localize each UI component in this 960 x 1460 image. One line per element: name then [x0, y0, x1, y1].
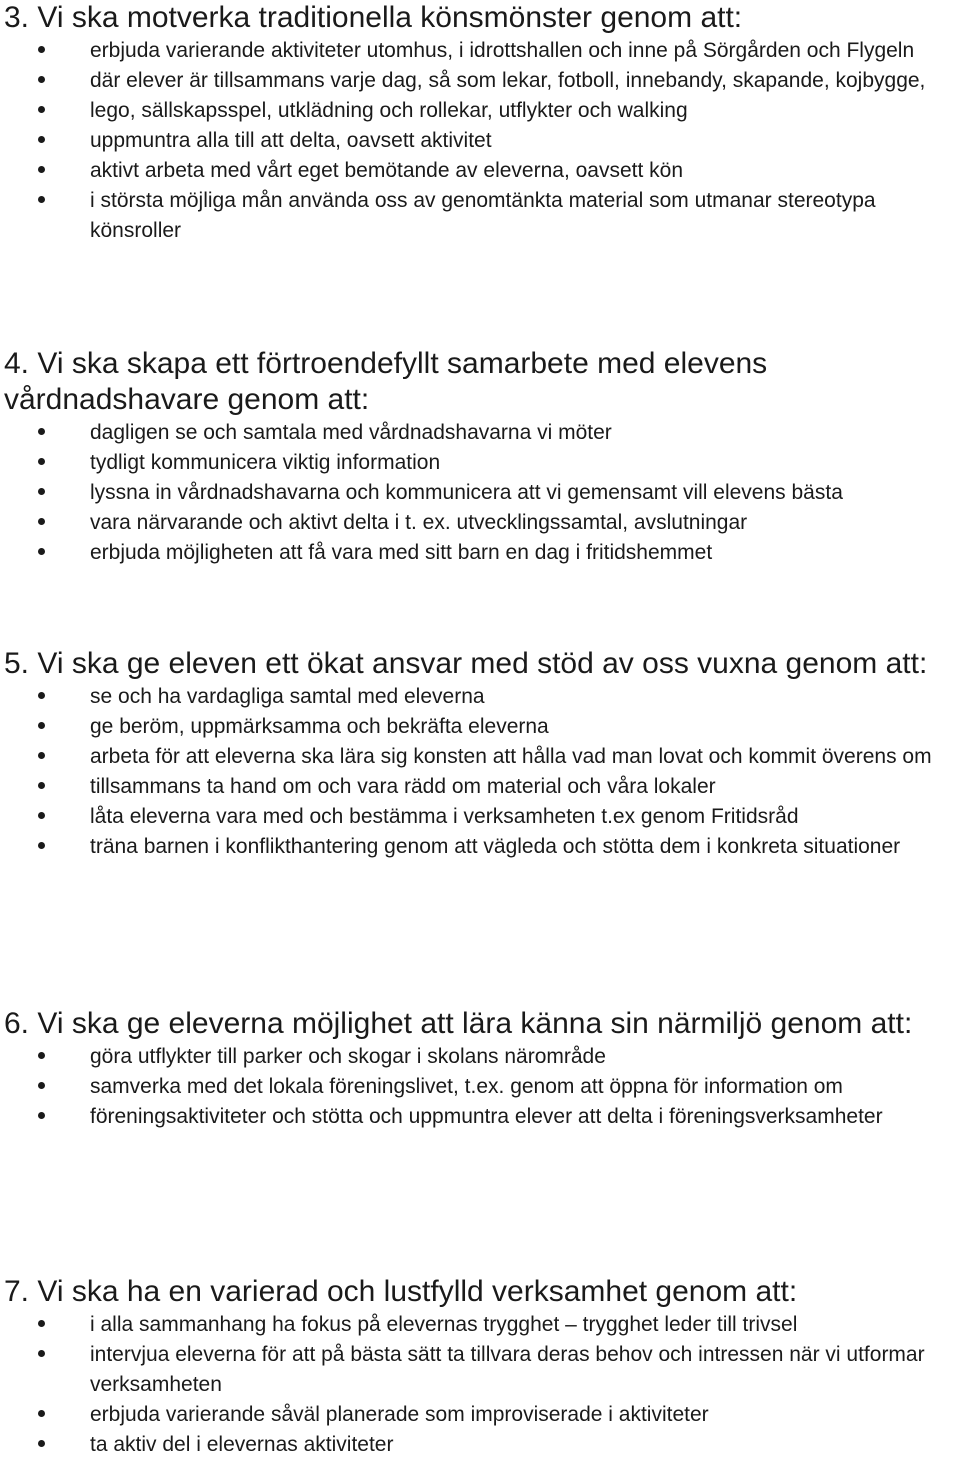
section-heading: 7. Vi ska ha en varierad och lustfylld verksamhet genom att: [4, 1275, 798, 1308]
bullet-icon [38, 722, 45, 729]
bullet-icon [38, 1410, 45, 1417]
bullet-icon [38, 488, 45, 495]
list-item-text: träna barnen i konflikthantering genom att vägleda och stötta dem i konkreta situationer [90, 835, 901, 858]
bullet-icon [38, 46, 45, 53]
bullet-icon [38, 782, 45, 789]
bullet-icon [38, 1112, 45, 1119]
list-item [0, 1430, 955, 1460]
list-item-text: dagligen se och samtala med vårdnadshavarna vi möter [90, 421, 612, 444]
list-item-text: i alla sammanhang ha fokus på elevernas trygghet – trygghet leder till trivsel [90, 1313, 798, 1336]
bullet-icon [38, 428, 45, 435]
bullet-icon [38, 76, 45, 83]
section-6 [0, 1006, 960, 1132]
list-item [0, 418, 955, 448]
list-item [0, 832, 955, 862]
bullet-icon [38, 1350, 45, 1357]
list-item-text: se och ha vardagliga samtal med eleverna [90, 685, 485, 708]
list-item [0, 126, 955, 156]
list-item [0, 1310, 955, 1340]
list-item-text: lego, sällskapsspel, utklädning och rollekar, utflykter och walking [90, 99, 688, 122]
list-item-text: erbjuda möjligheten att få vara med sitt barn en dag i fritidshemmet [90, 541, 713, 564]
list-item [0, 802, 955, 832]
list-item-text: aktivt arbeta med vårt eget bemötande av eleverna, oavsett kön [90, 159, 684, 182]
bullet-icon [38, 1082, 45, 1089]
bullet-icon [38, 1320, 45, 1327]
bullet-icon [38, 196, 45, 203]
section-3 [0, 0, 960, 246]
list-item-text: arbeta för att eleverna ska lära sig konsten att hålla vad man lovat och kommit överens om [90, 745, 932, 768]
bullet-icon [38, 1440, 45, 1447]
list-item-text: erbjuda varierande aktiviteter utomhus, i idrottshallen och inne på Sörgården och Flygeln [90, 39, 915, 62]
list-item-text: där elever är tillsammans varje dag, så som lekar, fotboll, innebandy, skapande, kojbygge, [90, 69, 926, 92]
bullet-icon [38, 166, 45, 173]
bullet-icon [38, 812, 45, 819]
list-item-text: intervjua eleverna för att på bästa sätt ta tillvara deras behov och intressen när vi utformar verksamheten [90, 1343, 925, 1396]
list-item-text: vara närvarande och aktivt delta i t. ex. utvecklingssamtal, avslutningar [90, 511, 748, 534]
section-heading: 5. Vi ska ge eleven ett ökat ansvar med stöd av oss vuxna genom att: [4, 647, 928, 680]
section-5 [0, 646, 960, 862]
list-item-text: föreningsaktiviteter och stötta och uppmuntra elever att delta i föreningsverksamheter [90, 1105, 883, 1128]
list-item [0, 1042, 955, 1072]
section-heading: 4. Vi ska skapa ett förtroendefyllt samarbete med elevens vårdnadshavare genom att: [4, 347, 768, 416]
bullet-icon [38, 518, 45, 525]
list-item [0, 742, 955, 772]
bullet-list [0, 1042, 960, 1132]
list-item [0, 66, 955, 96]
bullet-list [0, 36, 960, 246]
list-item [0, 1400, 955, 1430]
bullet-icon [38, 458, 45, 465]
list-item [0, 448, 955, 478]
list-item-text: erbjuda varierande såväl planerade som improviserade i aktiviteter [90, 1403, 709, 1426]
section-heading: 3. Vi ska motverka traditionella könsmönster genom att: [4, 1, 743, 34]
bullet-list [0, 1310, 960, 1460]
bullet-list [0, 418, 960, 568]
list-item [0, 96, 955, 126]
list-item [0, 712, 955, 742]
list-item [0, 478, 955, 508]
list-item-text: uppmuntra alla till att delta, oavsett aktivitet [90, 129, 492, 152]
list-item [0, 36, 955, 66]
list-item-text: lyssna in vårdnadshavarna och kommunicera att vi gemensamt vill elevens bästa [90, 481, 843, 504]
list-item-text: låta eleverna vara med och bestämma i verksamheten t.ex genom Fritidsråd [90, 805, 799, 828]
list-item-text: samverka med det lokala föreningslivet, t.ex. genom att öppna för information om [90, 1075, 843, 1098]
bullet-icon [38, 548, 45, 555]
list-item [0, 772, 955, 802]
bullet-icon [38, 842, 45, 849]
bullet-icon [38, 692, 45, 699]
bullet-icon [38, 136, 45, 143]
list-item [0, 538, 955, 568]
list-item [0, 508, 955, 538]
section-4 [0, 346, 960, 568]
list-item [0, 186, 955, 246]
list-item-text: ta aktiv del i elevernas aktiviteter [90, 1433, 394, 1456]
list-item [0, 1072, 955, 1102]
list-item-text: göra utflykter till parker och skogar i skolans närområde [90, 1045, 606, 1068]
bullet-icon [38, 106, 45, 113]
list-item [0, 156, 955, 186]
list-item-text: tydligt kommunicera viktig information [90, 451, 441, 474]
list-item [0, 1102, 955, 1132]
list-item [0, 1340, 955, 1400]
list-item-text: i största möjliga mån använda oss av genomtänkta material som utmanar stereotypa könsroller [90, 189, 876, 242]
section-heading: 6. Vi ska ge eleverna möjlighet att lära känna sin närmiljö genom att: [4, 1007, 913, 1040]
list-item-text: ge beröm, uppmärksamma och bekräfta eleverna [90, 715, 549, 738]
list-item [0, 682, 955, 712]
bullet-list [0, 682, 960, 862]
list-item-text: tillsammans ta hand om och vara rädd om material och våra lokaler [90, 775, 716, 798]
bullet-icon [38, 1052, 45, 1059]
bullet-icon [38, 752, 45, 759]
section-7 [0, 1274, 960, 1460]
